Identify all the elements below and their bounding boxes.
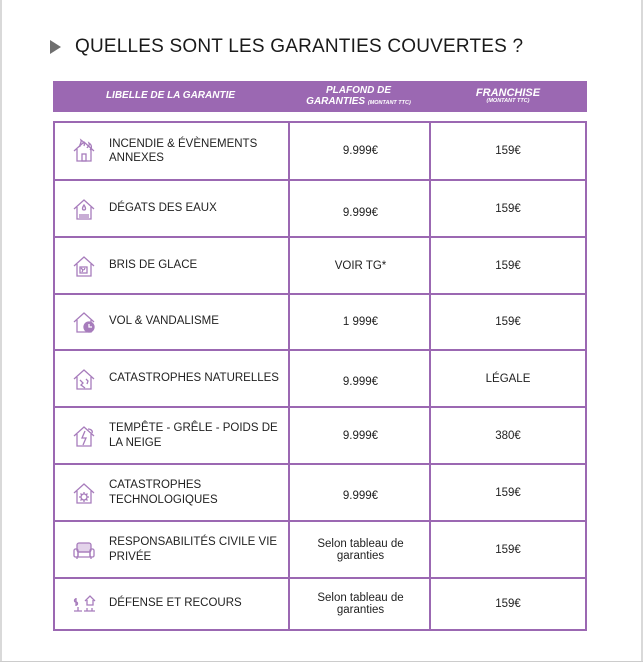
table-row xyxy=(55,522,585,577)
house-technological-disaster-icon xyxy=(71,480,97,506)
plafond-cell: VOIR TG* xyxy=(334,259,387,272)
header-plafond-line1: PLAFOND DE xyxy=(326,85,391,96)
house-natural-disaster-icon xyxy=(71,366,97,392)
garantie-cell xyxy=(55,465,290,520)
house-fire-icon xyxy=(71,138,97,164)
garantie-cell xyxy=(55,408,290,463)
garantie-label: RESPONSABILITÉS CIVILE VIE PRIVÉE xyxy=(109,536,278,563)
garantie-cell xyxy=(55,522,290,577)
garantie-cell xyxy=(55,579,290,629)
table-row xyxy=(55,465,585,520)
header-garantie-label: LIBELLE DE LA GARANTIE xyxy=(105,90,236,102)
garantie-label: BRIS DE GLACE xyxy=(109,258,198,271)
header-plafond-line2 xyxy=(306,97,411,108)
garantie-label: DÉFENSE ET RECOURS xyxy=(109,597,242,610)
franchise-cell: 159€ xyxy=(495,486,521,499)
table-row xyxy=(55,295,585,349)
house-broken-glass-icon xyxy=(71,253,97,279)
plafond-cell: 9.999€ xyxy=(342,206,379,219)
garantie-label: TEMPÊTE - GRÊLE - POIDS DE LA NEIGE xyxy=(109,422,278,449)
table-row xyxy=(55,408,585,463)
franchise-cell: 159€ xyxy=(495,145,521,157)
header-franchise-label: FRANCHISE xyxy=(475,86,541,99)
section-heading xyxy=(50,34,523,60)
header-plafond-line2-text: GARANTIES xyxy=(306,95,366,107)
table-header xyxy=(53,81,587,112)
page-edge-left xyxy=(0,0,2,662)
garantie-label: CATASTROPHES NATURELLES xyxy=(109,372,279,385)
plafond-cell: 9.999€ xyxy=(342,489,379,502)
garantie-cell xyxy=(55,295,290,349)
franchise-cell: 159€ xyxy=(495,202,521,215)
house-water-damage-icon xyxy=(71,196,97,222)
garantie-label: CATASTROPHES TECHNOLOGIQUES xyxy=(109,479,218,506)
franchise-cell: 159€ xyxy=(495,598,521,610)
garantie-cell xyxy=(55,123,290,179)
table-row xyxy=(55,238,585,293)
franchise-cell: 380€ xyxy=(495,429,521,442)
header-garantie xyxy=(53,91,288,102)
table-row xyxy=(55,123,585,179)
plafond-cell: 9.999€ xyxy=(342,429,379,442)
header-plafond-small: (MONTANT TTC) xyxy=(367,99,411,106)
garanties-table xyxy=(53,121,587,631)
garantie-label: INCENDIE & ÉVÈNEMENTS ANNEXES xyxy=(109,137,258,164)
franchise-cell: 159€ xyxy=(495,316,521,328)
house-legal-scale-icon xyxy=(71,591,97,617)
header-franchise xyxy=(429,88,587,105)
section-title: QUELLES SONT LES GARANTIES COUVERTES ? xyxy=(75,36,524,57)
garantie-cell xyxy=(55,351,290,406)
garantie-label: DÉGATS DES EAUX xyxy=(109,201,217,214)
plafond-cell: Selon tableau de garanties xyxy=(317,537,404,562)
house-theft-icon xyxy=(71,309,97,335)
armchair-icon xyxy=(71,537,97,563)
table-row xyxy=(55,351,585,406)
plafond-cell: 9.999€ xyxy=(342,145,379,157)
garantie-label: VOL & VANDALISME xyxy=(109,315,219,328)
franchise-cell: 159€ xyxy=(495,259,521,272)
triangle-bullet-icon xyxy=(50,40,61,54)
plafond-cell: 9.999€ xyxy=(342,375,379,388)
plafond-cell: Selon tableau de garanties xyxy=(317,592,404,616)
plafond-cell: 1 999€ xyxy=(342,316,379,328)
table-row xyxy=(55,579,585,629)
table-row xyxy=(55,181,585,236)
garantie-cell xyxy=(55,181,290,236)
header-franchise-small: (MONTANT TTC) xyxy=(486,98,530,105)
franchise-cell: LÉGALE xyxy=(485,372,531,385)
header-plafond xyxy=(288,86,429,107)
franchise-cell: 159€ xyxy=(495,543,521,556)
garantie-cell xyxy=(55,238,290,293)
house-storm-icon xyxy=(71,423,97,449)
